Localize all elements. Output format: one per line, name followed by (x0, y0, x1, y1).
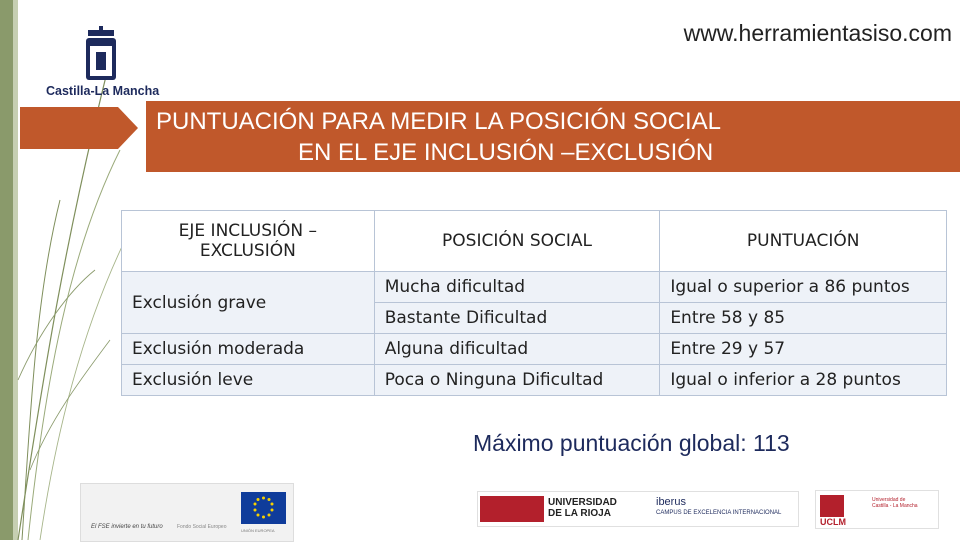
table-row (122, 365, 947, 396)
max-score-summary: Máximo puntuación global: 113 (473, 430, 790, 456)
website-url: www.herramientasiso.com (683, 20, 952, 46)
position-cell: Alguna dificultad (374, 334, 660, 365)
score-cell: Entre 58 y 85 (660, 303, 947, 334)
table-row (122, 334, 947, 365)
score-table (121, 210, 947, 396)
rioja-line-1: UNIVERSIDAD (548, 497, 617, 508)
fse-eu-logo-block (80, 483, 294, 542)
fse-text: El FSE invierte en tu futuro (91, 524, 163, 530)
title-line-2: EN EL EJE INCLUSIÓN –EXCLUSIÓN (298, 139, 714, 166)
score-cell: Igual o superior a 86 puntos (660, 272, 947, 303)
position-cell: Poca o Ninguna Dificultad (374, 365, 660, 396)
uclm-side-text (872, 497, 918, 509)
universidad-rioja-iberus-logo-block (477, 491, 799, 527)
header-position: POSICIÓN SOCIAL (374, 211, 660, 272)
title-arrow-shape (20, 107, 138, 149)
title-bar (146, 101, 960, 172)
position-cell: Mucha dificultad (374, 272, 660, 303)
header-axis: EJE INCLUSIÓN – EXCLUSIÓN (122, 211, 375, 272)
axis-cell: Exclusión leve (122, 365, 375, 396)
uclm-logo-block (815, 490, 939, 529)
table-row (122, 272, 947, 303)
rioja-line-2: DE LA RIOJA (548, 508, 611, 519)
header-score: PUNTUACIÓN (660, 211, 947, 272)
axis-cell: Exclusión moderada (122, 334, 375, 365)
castilla-la-mancha-logo-text: Castilla-La Mancha (46, 84, 160, 98)
score-cell: Entre 29 y 57 (660, 334, 947, 365)
eu-text: UNIÓN EUROPEA (241, 528, 275, 533)
iberus-title: iberus (656, 496, 686, 508)
uclm-text: UCLM (820, 517, 846, 527)
rioja-text (548, 497, 617, 519)
iberus-subtitle: CAMPUS DE EXCELENCIA INTERNACIONAL (656, 510, 782, 516)
title-line-1: PUNTUACIÓN PARA MEDIR LA POSICIÓN SOCIAL (156, 108, 722, 135)
uclm-crest-icon (820, 495, 844, 517)
axis-cell: Exclusión grave (122, 272, 375, 334)
position-cell: Bastante Dificultad (374, 303, 660, 334)
score-cell: Igual o inferior a 28 puntos (660, 365, 947, 396)
rioja-crest-icon (480, 496, 544, 522)
eu-flag-icon (241, 492, 286, 524)
fse-small-text: Fondo Social Europeo (177, 524, 227, 530)
uclm-side-line-2: Castilla - La Mancha (872, 503, 918, 509)
uclm-side-line-1: Universidad de (872, 497, 906, 503)
table-header-row (122, 211, 947, 272)
